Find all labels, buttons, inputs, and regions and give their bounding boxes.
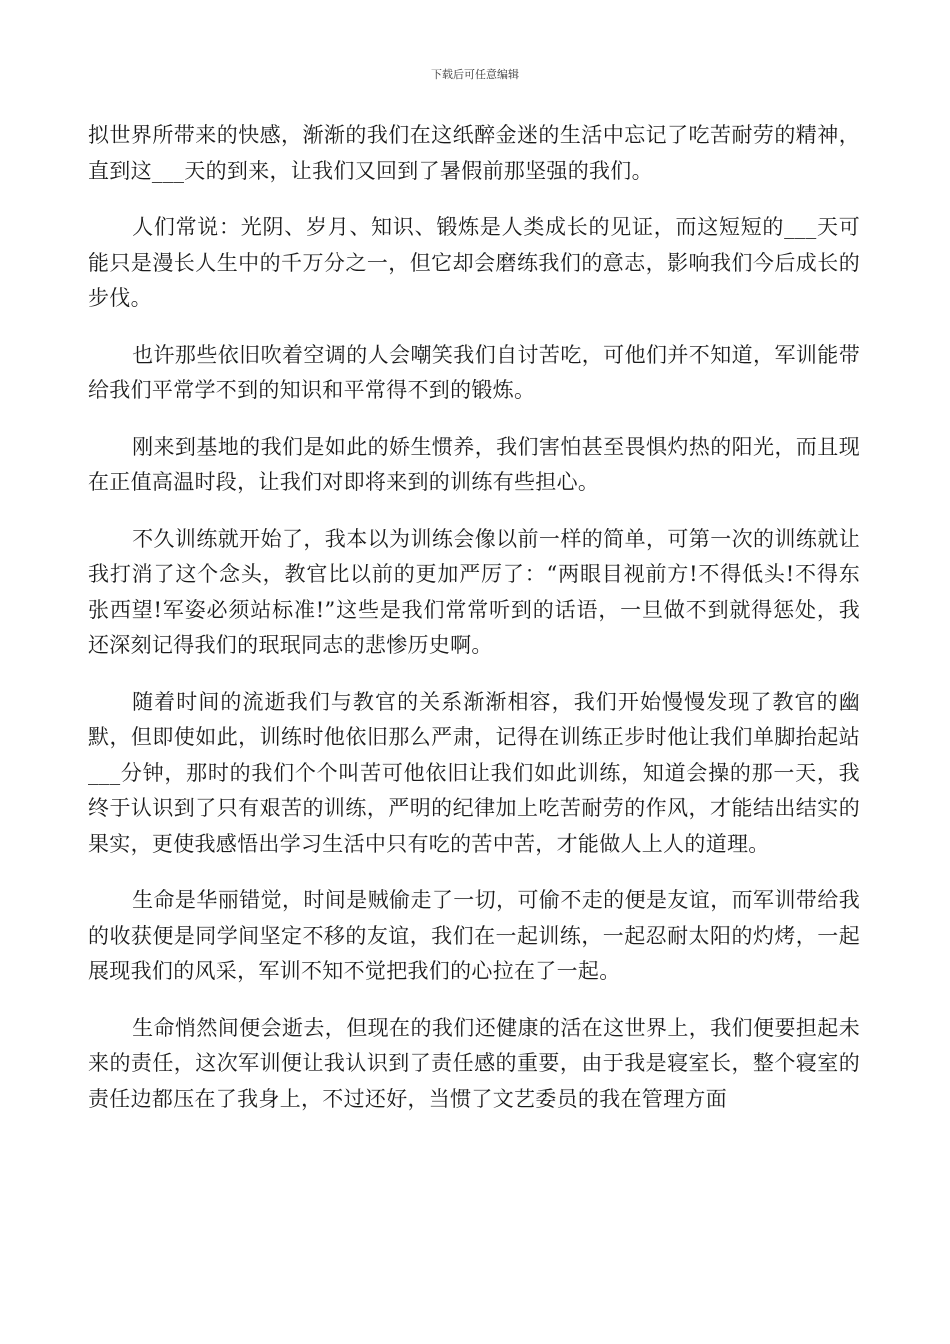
page-header: 下载后可任意编辑 xyxy=(431,68,519,81)
paragraph-3: 也许那些依旧吹着空调的人会嘲笑我们自讨苦吃，可他们并不知道，军训能带给我们平常学不到的知识和平常得不到的锻炼。 xyxy=(88,342,860,402)
paragraph-5: 不久训练就开始了，我本以为训练会像以前一样的简单，可第一次的训练就让我打消了这个念头，教官比以前的更加严厉了：“两眼目视前方!不得低头!不得东张西望!军姿必须站标准!”这些是我们常常听到的话语，一旦做不到就得惩处，我还深刻记得我们的珉珉同志的悲惨历史啊。 xyxy=(88,526,860,657)
paragraph-2: 人们常说：光阴、岁月、知识、锻炼是人类成长的见证，而这短短的___天可能只是漫长人生中的千万分之一，但它却会磨练我们的意志，影响我们今后成长的步伐。 xyxy=(88,215,860,310)
document-body xyxy=(88,118,860,1138)
paragraph-6: 随着时间的流逝我们与教官的关系渐渐相容，我们开始慢慢发现了教官的幽默，但即使如此，训练时他依旧那么严肃，记得在训练正步时他让我们单脚抬起站___分钟，那时的我们个个叫苦可他依旧让我们如此训练，知道会操的那一天，我终于认识到了只有艰苦的训练，严明的纪律加上吃苦耐劳的作风，才能结出结实的果实，更使我感悟出学习生活中只有吃的苦中苦，才能做人上人的道理。 xyxy=(88,689,860,856)
paragraph-7: 生命是华丽错觉，时间是贼偷走了一切，可偷不走的便是友谊，而军训带给我的收获便是同学间坚定不移的友谊，我们在一起训练，一起忍耐太阳的灼烤，一起展现我们的风采，军训不知不觉把我们的心拉在了一起。 xyxy=(88,888,860,983)
paragraph-4: 刚来到基地的我们是如此的娇生惯养，我们害怕甚至畏惧灼热的阳光，而且现在正值高温时段，让我们对即将来到的训练有些担心。 xyxy=(88,434,860,494)
paragraph-1: 拟世界所带来的快感，渐渐的我们在这纸醉金迷的生活中忘记了吃苦耐劳的精神，直到这___天的到来，让我们又回到了暑假前那坚强的我们。 xyxy=(88,123,860,183)
paragraph-8: 生命悄然间便会逝去，但现在的我们还健康的活在这世界上，我们便要担起未来的责任，这次军训便让我认识到了责任感的重要，由于我是寝室长，整个寝室的责任边都压在了我身上，不过还好，当惯了文艺委员的我在管理方面 xyxy=(88,1015,860,1111)
